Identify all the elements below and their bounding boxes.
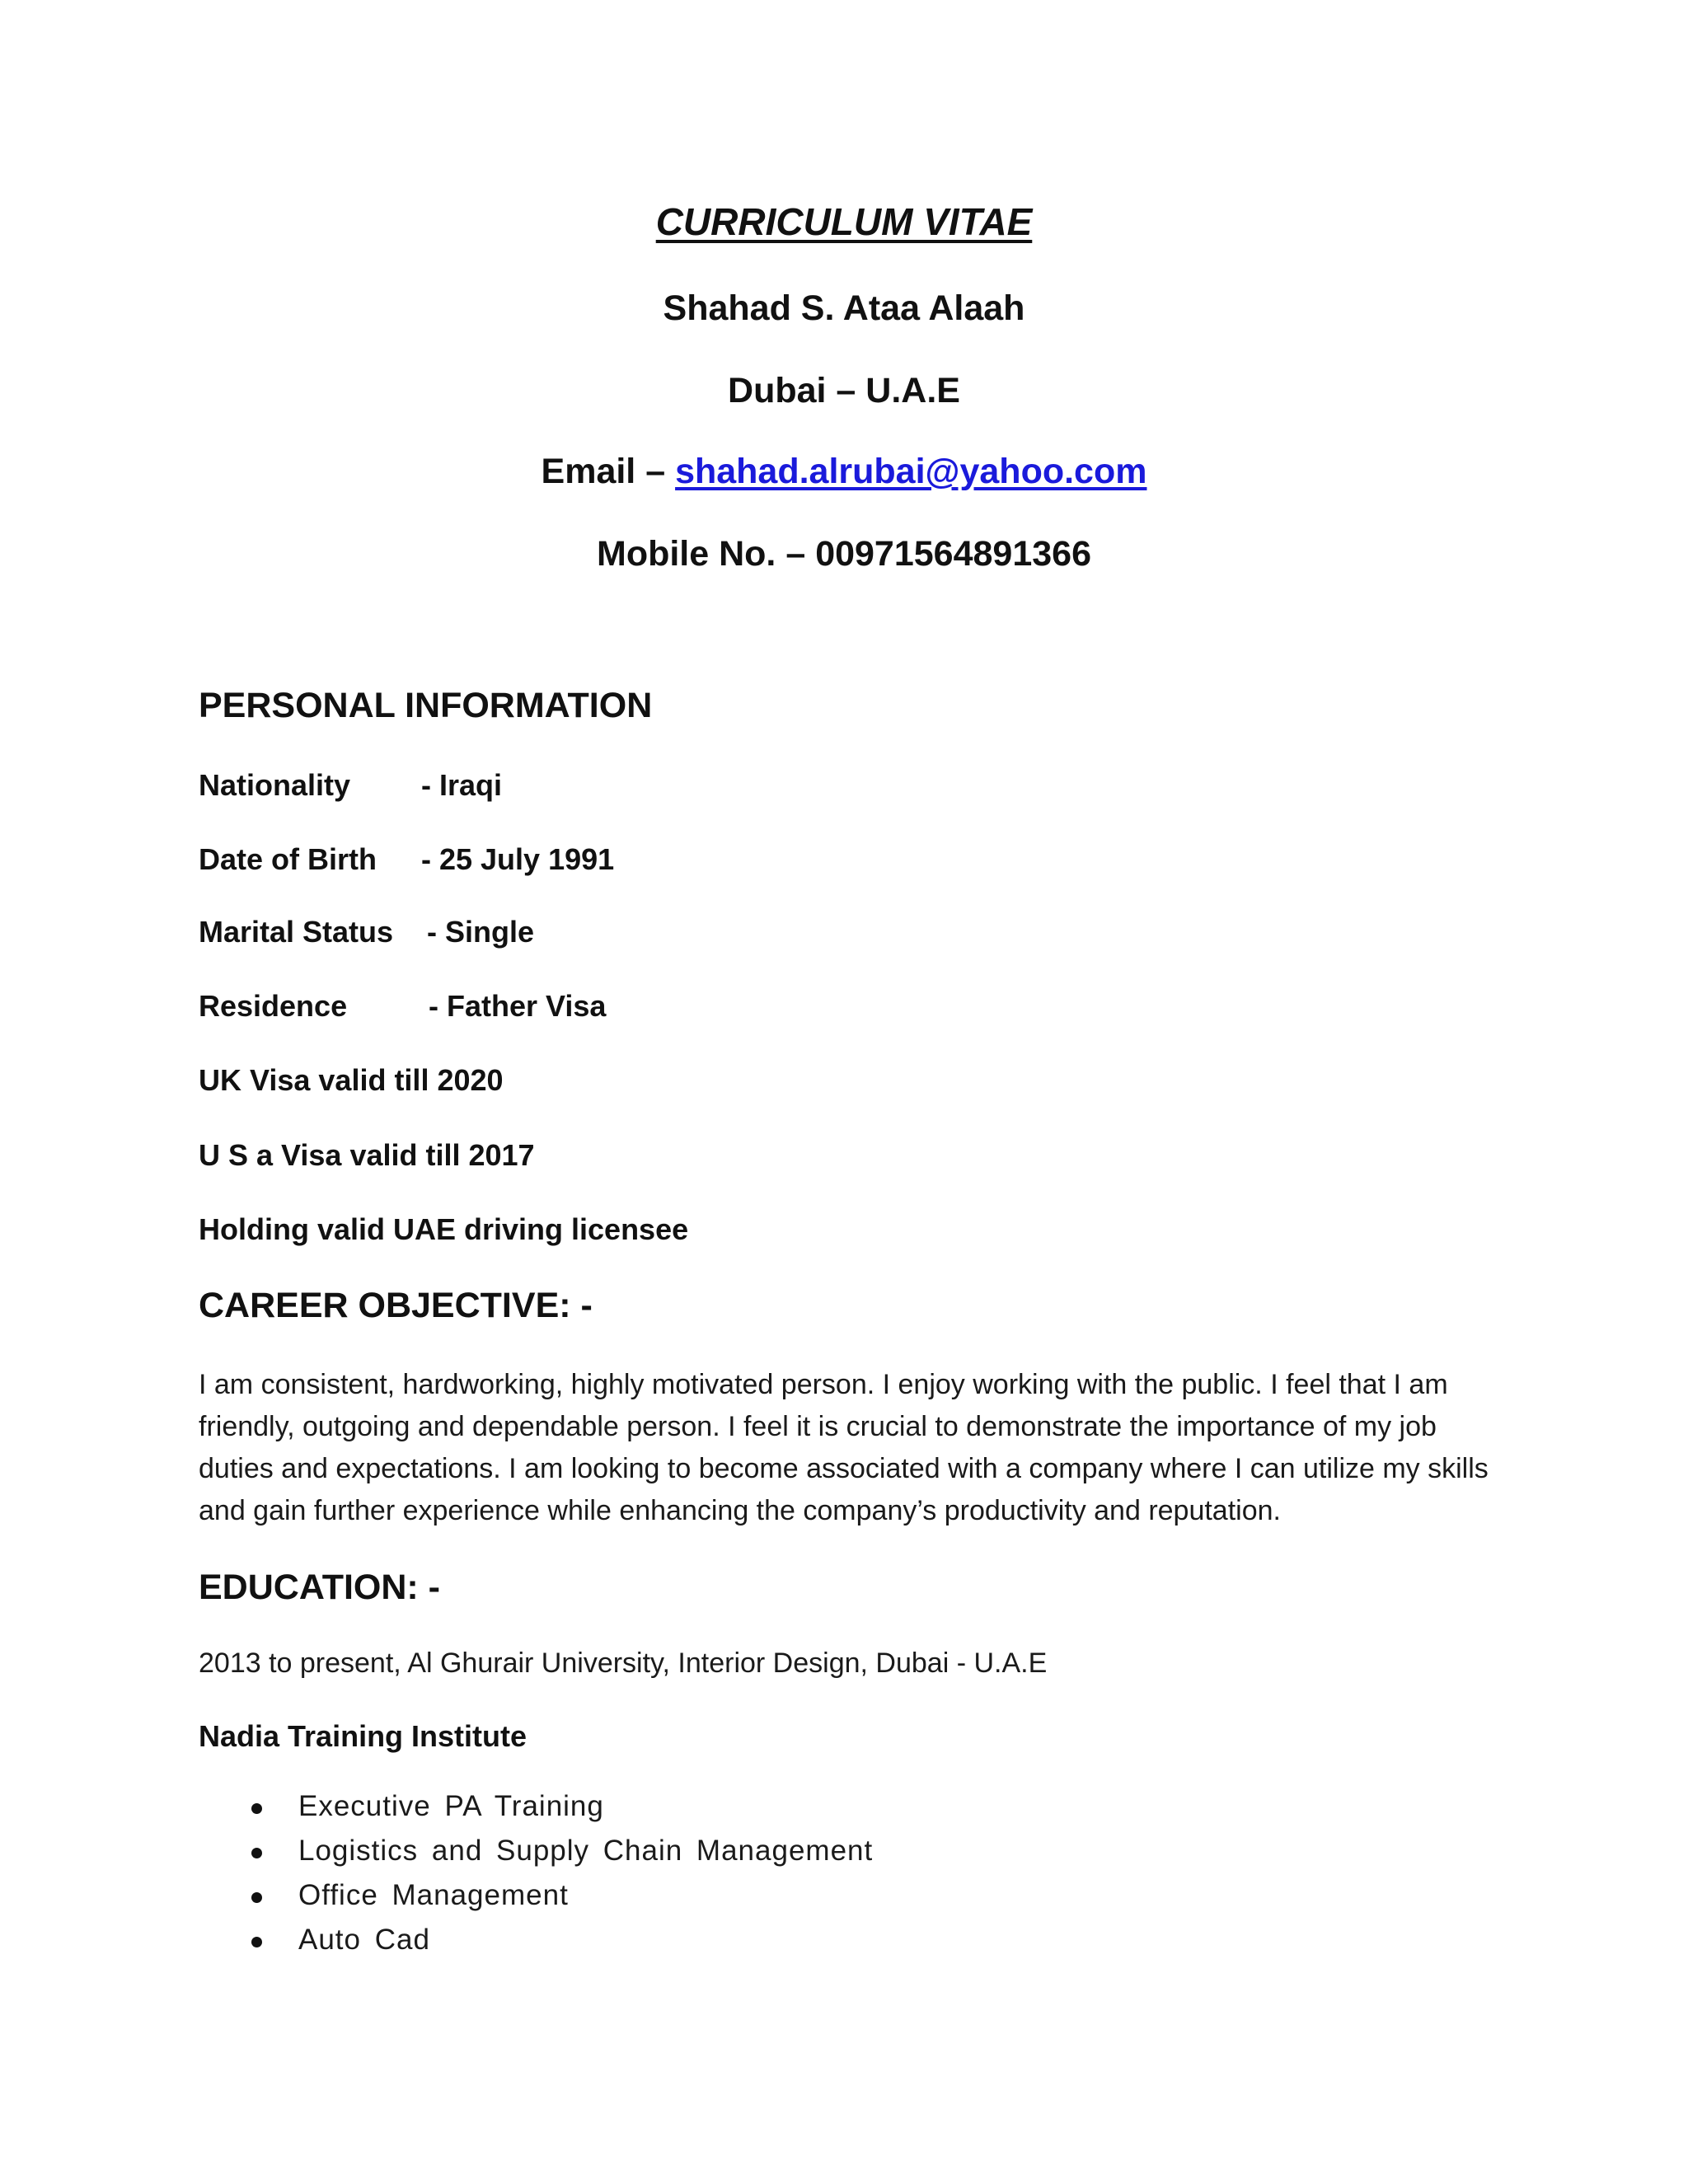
usa-visa-line: U S a Visa valid till 2017 bbox=[199, 1138, 535, 1172]
education-heading: EDUCATION: - bbox=[199, 1568, 441, 1607]
mobile-label: Mobile No. – bbox=[597, 534, 816, 574]
candidate-name: Shahad S. Ataa Alaah bbox=[663, 288, 1025, 328]
info-value: - 25 July 1991 bbox=[421, 842, 615, 876]
mobile-line bbox=[0, 534, 1688, 574]
university-entry: 2013 to present, Al Ghurair University, Interior Design, Dubai - U.A.E bbox=[199, 1647, 1048, 1679]
info-label: Marital Status bbox=[199, 915, 394, 949]
mobile-number: 00971564891366 bbox=[815, 534, 1091, 574]
course-name: Office Management bbox=[298, 1879, 569, 1911]
info-row-nationality bbox=[199, 768, 503, 803]
course-name: Logistics and Supply Chain Management bbox=[298, 1835, 874, 1867]
cv-title: CURRICULUM VITAE bbox=[655, 200, 1033, 243]
career-objective-text: I am consistent, hardworking, highly motivated person. I enjoy working with the public. I feel that I am friendly, outgoing and dependable person. I feel it is crucial to demonstrate the importance of my job duties and expectations. I am looking to become associated with a company where I can utilize my skills and gain further experience while enhancing the company’s productivity and reputation. bbox=[199, 1369, 1489, 1526]
info-value: - Iraqi bbox=[421, 768, 503, 802]
candidate-location: Dubai – U.A.E bbox=[728, 371, 960, 410]
uk-visa-line: UK Visa valid till 2020 bbox=[199, 1063, 504, 1097]
course-name: Executive PA Training bbox=[298, 1790, 604, 1822]
email-line bbox=[0, 452, 1688, 492]
career-objective-heading: CAREER OBJECTIVE: - bbox=[199, 1286, 593, 1325]
info-label: Residence bbox=[199, 989, 348, 1023]
bullet-icon bbox=[251, 1848, 262, 1858]
bullet-icon bbox=[251, 1892, 262, 1903]
bullet-icon bbox=[251, 1803, 262, 1814]
info-row-marital-status bbox=[199, 915, 535, 949]
info-value: - Single bbox=[427, 915, 535, 949]
institute-name: Nadia Training Institute bbox=[199, 1719, 528, 1753]
email-label: Email – bbox=[541, 452, 676, 491]
info-label: Date of Birth bbox=[199, 842, 377, 876]
info-label: Nationality bbox=[199, 768, 351, 802]
info-row-residence bbox=[199, 989, 607, 1024]
info-value: - Father Visa bbox=[429, 989, 607, 1023]
driving-license-line: Holding valid UAE driving licensee bbox=[199, 1212, 689, 1246]
course-name: Auto Cad bbox=[298, 1924, 430, 1956]
info-row-date-of-birth bbox=[199, 842, 615, 877]
personal-info-heading: PERSONAL INFORMATION bbox=[199, 686, 653, 725]
bullet-icon bbox=[251, 1937, 262, 1947]
email-link[interactable]: shahad.alrubai@yahoo.com bbox=[675, 452, 1147, 491]
